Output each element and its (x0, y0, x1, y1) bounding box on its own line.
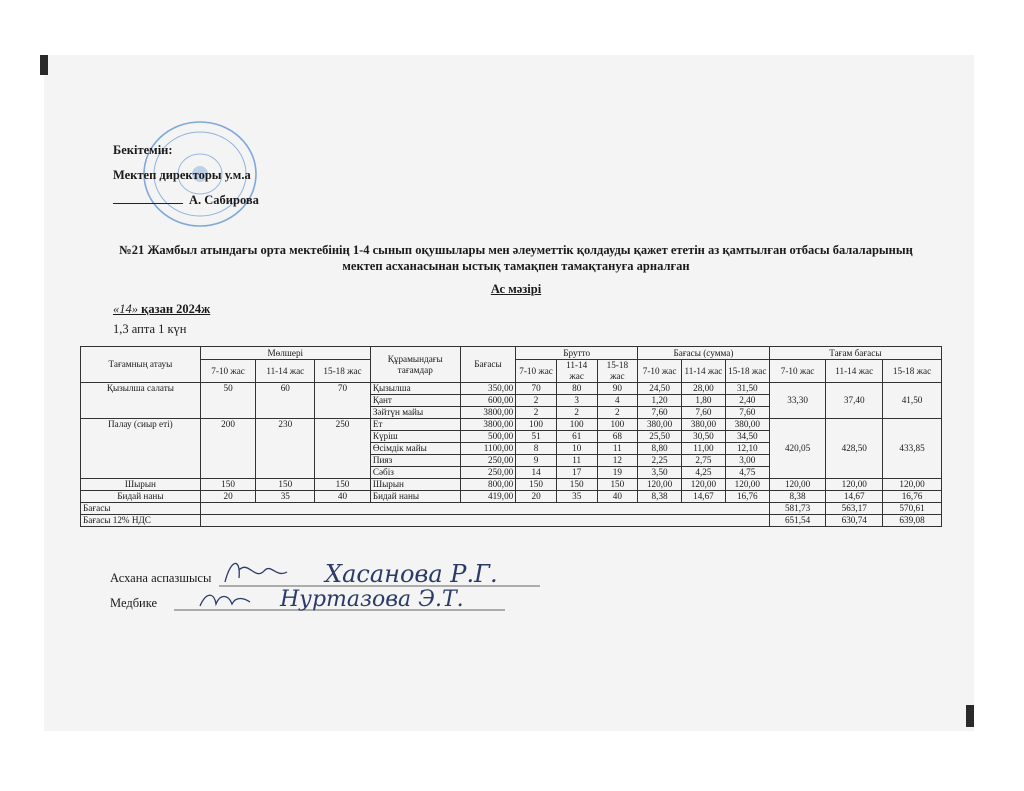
dish-amount: 250 (315, 419, 371, 479)
dish-amount: 20 (200, 491, 256, 503)
dish-price-value: 14,67 (826, 491, 883, 503)
nurse-name: Нуртазова Э.Т. (280, 587, 464, 612)
header-age-short: 15-18 жас (725, 360, 769, 383)
menu-table (80, 346, 942, 527)
sum-value: 11,00 (682, 443, 726, 455)
total-label: Бағасы (81, 503, 201, 515)
header-age: 11-14 жас (256, 360, 315, 383)
dish-price-value: 33,30 (769, 383, 826, 419)
header-dish-name: Тағамның атауы (81, 347, 201, 383)
brutto-value: 2 (516, 407, 557, 419)
cook-label: Асхана аспазшысы (110, 571, 212, 585)
brutto-value: 35 (556, 491, 597, 503)
sum-value: 7,60 (682, 407, 726, 419)
brutto-value: 51 (516, 431, 557, 443)
total-value: 630,74 (826, 515, 883, 527)
sum-value: 4,25 (682, 467, 726, 479)
table-header-row (81, 347, 942, 360)
header-brutto: Брутто (516, 347, 638, 360)
brutto-value: 2 (597, 407, 638, 419)
header-amount: Мөлшері (200, 347, 370, 360)
ingredient-price: 419,00 (460, 491, 516, 503)
ingredient-name: Өсімдік майы (370, 443, 460, 455)
brutto-value: 4 (597, 395, 638, 407)
sum-value: 380,00 (682, 419, 726, 431)
dish-amount: 35 (256, 491, 315, 503)
sum-value: 28,00 (682, 383, 726, 395)
sum-value: 2,40 (725, 395, 769, 407)
approval-label: Бекітемін: (113, 143, 173, 157)
brutto-value: 12 (597, 455, 638, 467)
brutto-value: 61 (556, 431, 597, 443)
total-value: 570,61 (883, 503, 942, 515)
ingredient-price: 350,00 (460, 383, 516, 395)
brutto-value: 68 (597, 431, 638, 443)
sum-value: 8,38 (638, 491, 682, 503)
header-age-short: 11-14 жас (556, 360, 597, 383)
nurse-label: Медбике (110, 596, 158, 610)
header-price-sum: Бағасы (сумма) (638, 347, 770, 360)
dish-price-value: 120,00 (769, 479, 826, 491)
dish-amount: 40 (315, 491, 371, 503)
date-month-year: қазан 2024ж (138, 302, 211, 316)
sum-value: 31,50 (725, 383, 769, 395)
scan-corner-mark (966, 705, 974, 727)
approval-position: Мектеп директоры у.м.а (113, 168, 251, 182)
sum-value: 120,00 (638, 479, 682, 491)
header-composition: Құрамындағы тағамдар (370, 347, 460, 383)
table-row (81, 383, 942, 395)
week-day-label: 1,3 апта 1 күн (113, 322, 187, 336)
sum-value: 2,75 (682, 455, 726, 467)
table-row (81, 419, 942, 431)
brutto-value: 70 (516, 383, 557, 395)
ingredient-name: Пияз (370, 455, 460, 467)
ingredient-name: Бидай наны (370, 491, 460, 503)
cook-name: Хасанова Р.Г. (325, 560, 498, 588)
header-age-short: 7-10 жас (638, 360, 682, 383)
brutto-value: 11 (597, 443, 638, 455)
brutto-value: 10 (556, 443, 597, 455)
sum-value: 3,50 (638, 467, 682, 479)
ingredient-name: Қант (370, 395, 460, 407)
brutto-value: 19 (597, 467, 638, 479)
sum-value: 4,75 (725, 467, 769, 479)
sum-value: 120,00 (682, 479, 726, 491)
total-row (81, 503, 942, 515)
ingredient-price: 3800,00 (460, 419, 516, 431)
dish-amount: 50 (200, 383, 256, 419)
brutto-value: 100 (516, 419, 557, 431)
menu-heading: Ас мәзірі (490, 282, 542, 296)
sum-value: 1,20 (638, 395, 682, 407)
header-age: 15-18 жас (315, 360, 371, 383)
table-row (81, 479, 942, 491)
title-line-2: мектеп асханасынан ыстық тамақпен тамақтануға арналған (342, 259, 690, 273)
header-age-short: 7-10 жас (516, 360, 557, 383)
dish-price-value: 428,50 (826, 419, 883, 479)
ingredient-price: 250,00 (460, 455, 516, 467)
total-value: 581,73 (769, 503, 826, 515)
sum-value: 34,50 (725, 431, 769, 443)
empty-cell (200, 515, 769, 527)
ingredient-name: Күріш (370, 431, 460, 443)
title-line-1: №21 Жамбыл атындағы орта мектебінің 1-4 сынып оқушылары мен әлеуметтік қолдауды қажет ететін аз қамтылған отбасы балаларының (119, 243, 913, 257)
header-age: 11-14 жас (826, 360, 883, 383)
dish-name: Бидай наны (81, 491, 201, 503)
brutto-value: 8 (516, 443, 557, 455)
approval-block (113, 138, 259, 213)
sum-value: 16,76 (725, 491, 769, 503)
sum-value: 7,60 (725, 407, 769, 419)
sum-value: 120,00 (725, 479, 769, 491)
dish-amount: 150 (200, 479, 256, 491)
sum-value: 25,50 (638, 431, 682, 443)
dish-amount: 150 (315, 479, 371, 491)
sum-value: 8,80 (638, 443, 682, 455)
brutto-value: 100 (597, 419, 638, 431)
dish-amount: 150 (256, 479, 315, 491)
brutto-value: 17 (556, 467, 597, 479)
brutto-value: 2 (556, 407, 597, 419)
dish-price-value: 120,00 (883, 479, 942, 491)
dish-price-value: 420,05 (769, 419, 826, 479)
sum-value: 24,50 (638, 383, 682, 395)
sum-value: 14,67 (682, 491, 726, 503)
sum-value: 12,10 (725, 443, 769, 455)
header-age-short: 11-14 жас (682, 360, 726, 383)
total-row (81, 515, 942, 527)
ingredient-name: Сәбіз (370, 467, 460, 479)
ingredient-name: Қызылша (370, 383, 460, 395)
total-value: 651,54 (769, 515, 826, 527)
brutto-value: 40 (597, 491, 638, 503)
sum-value: 3,00 (725, 455, 769, 467)
brutto-value: 11 (556, 455, 597, 467)
brutto-value: 2 (516, 395, 557, 407)
dish-name: Шырын (81, 479, 201, 491)
dish-amount: 200 (200, 419, 256, 479)
dish-name: Қызылша салаты (81, 383, 201, 419)
dish-amount: 60 (256, 383, 315, 419)
brutto-value: 20 (516, 491, 557, 503)
brutto-value: 100 (556, 419, 597, 431)
header-age: 7-10 жас (200, 360, 256, 383)
document-title (80, 242, 952, 274)
sum-value: 380,00 (725, 419, 769, 431)
nurse-handwritten-signature (170, 580, 510, 616)
sum-value: 1,80 (682, 395, 726, 407)
nurse-signature-row (110, 596, 157, 611)
approval-signature (113, 188, 259, 213)
dish-price-value: 16,76 (883, 491, 942, 503)
ingredient-price: 600,00 (460, 395, 516, 407)
sum-value: 7,60 (638, 407, 682, 419)
table-row (81, 491, 942, 503)
ingredient-price: 3800,00 (460, 407, 516, 419)
date-day: «14» (113, 302, 138, 316)
dish-amount: 70 (315, 383, 371, 419)
dish-price-value: 37,40 (826, 383, 883, 419)
scan-corner-mark (40, 55, 48, 75)
ingredient-name: Шырын (370, 479, 460, 491)
ingredient-name: Зәйтүн майы (370, 407, 460, 419)
ingredient-price: 800,00 (460, 479, 516, 491)
brutto-value: 150 (516, 479, 557, 491)
ingredient-price: 500,00 (460, 431, 516, 443)
dish-price-value: 8,38 (769, 491, 826, 503)
brutto-value: 150 (556, 479, 597, 491)
header-age-short: 15-18 жас (597, 360, 638, 383)
total-value: 639,08 (883, 515, 942, 527)
ingredient-name: Ет (370, 419, 460, 431)
header-price: Бағасы (460, 347, 516, 383)
dish-price-value: 120,00 (826, 479, 883, 491)
sum-value: 2,25 (638, 455, 682, 467)
menu-date (113, 302, 210, 317)
dish-name: Палау (сиыр еті) (81, 419, 201, 479)
dish-price-value: 41,50 (883, 383, 942, 419)
sum-value: 30,50 (682, 431, 726, 443)
brutto-value: 80 (556, 383, 597, 395)
header-dish-price: Тағам бағасы (769, 347, 941, 360)
empty-cell (200, 503, 769, 515)
approval-name: А. Сабирова (189, 193, 259, 207)
brutto-value: 14 (516, 467, 557, 479)
dish-price-value: 433,85 (883, 419, 942, 479)
header-age: 7-10 жас (769, 360, 826, 383)
sum-value: 380,00 (638, 419, 682, 431)
header-age: 15-18 жас (883, 360, 942, 383)
brutto-value: 150 (597, 479, 638, 491)
dish-amount: 230 (256, 419, 315, 479)
brutto-value: 90 (597, 383, 638, 395)
brutto-value: 3 (556, 395, 597, 407)
ingredient-price: 250,00 (460, 467, 516, 479)
total-value: 563,17 (826, 503, 883, 515)
ingredient-price: 1100,00 (460, 443, 516, 455)
total-label: Бағасы 12% НДС (81, 515, 201, 527)
brutto-value: 9 (516, 455, 557, 467)
